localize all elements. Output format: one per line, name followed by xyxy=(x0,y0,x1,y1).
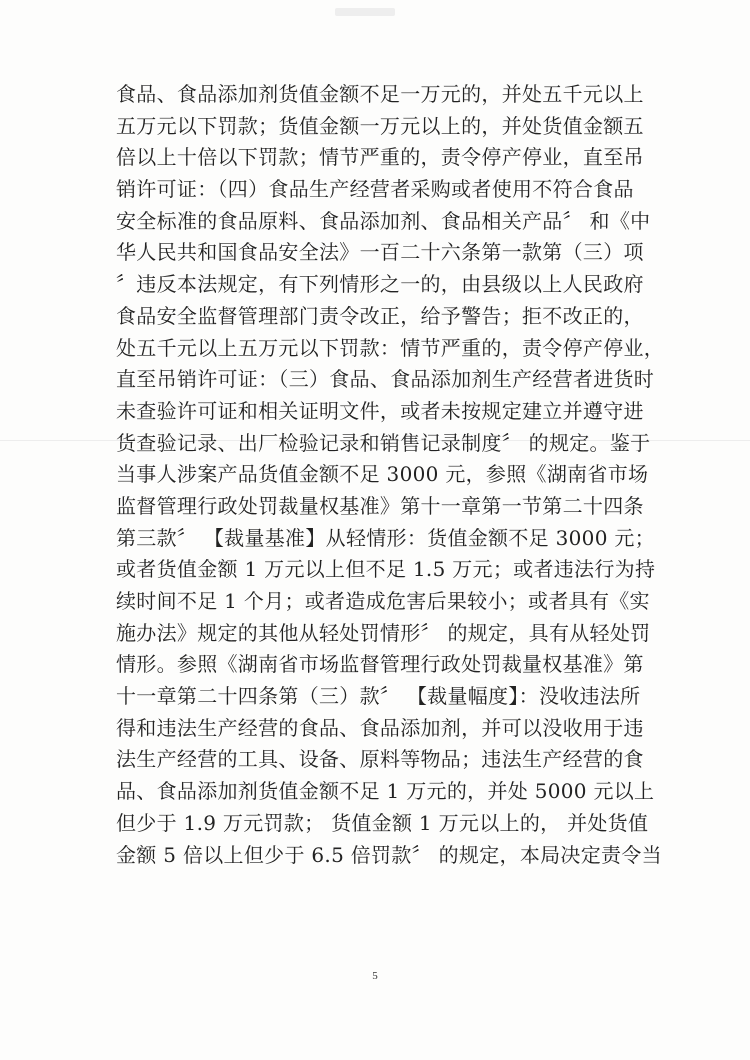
page-number: 5 xyxy=(372,970,378,982)
text-line: 法生产经营的工具、设备、原料等物品；违法生产经营的食 xyxy=(116,747,644,772)
text-line: 未查验许可证和相关证明文件，或者未按规定建立并遵守进 xyxy=(116,398,644,423)
text-line: 销许可证：（四）食品生产经营者采购或者使用不符合食品 xyxy=(116,177,634,202)
text-line: 直至吊销许可证：（三）食品、食品添加剂生产经营者进货时 xyxy=(116,367,655,392)
scan-mark xyxy=(335,8,395,16)
text-line: 得和违法生产经营的食品、食品添加剂，并可以没收用于违 xyxy=(116,715,644,740)
text-line: 五万元以下罚款；货值金额一万元以上的，并处货值金额五 xyxy=(116,113,644,138)
text-line: 施办法》规定的其他从轻处罚情形〞 的规定，具有从轻处罚 xyxy=(116,620,651,645)
text-line: 货查验记录、出厂检验记录和销售记录制度〞 的规定。鉴于 xyxy=(116,430,651,455)
text-line: 食品安全监督管理部门责令改正，给予警告；拒不改正的， xyxy=(116,303,644,328)
text-line: 品、食品添加剂货值金额不足 1 万元的，并处 5000 元以上 xyxy=(116,779,655,804)
text-line: 但少于 1.9 万元罚款； 货值金额 1 万元以上的， 并处货值 xyxy=(116,810,649,835)
text-line: 续时间不足 1 个月；或者造成危害后果较小；或者具有《实 xyxy=(116,589,650,613)
text-line: 十一章第二十四条第（三）款〞 【裁量幅度】：没收违法所 xyxy=(116,684,641,709)
text-line: 安全标准的食品原料、食品添加剂、食品相关产品〞 和《中 xyxy=(116,208,651,233)
document-body xyxy=(116,79,665,871)
text-line: 或者货值金额 1 万元以上但不足 1.5 万元；或者违法行为持 xyxy=(116,557,656,582)
text-line: 食品、食品添加剂货值金额不足一万元的，并处五千元以上 xyxy=(116,82,644,106)
text-line: 〞违反本法规定，有下列情形之一的，由县级以上人民政府 xyxy=(116,272,644,297)
text-line: 监督管理行政处罚裁量权基准》第十一章第一节第二十四条 xyxy=(116,493,644,518)
text-line: 金额 5 倍以上但少于 6.5 倍罚款〞 的规定，本局决定责令当 xyxy=(116,842,662,867)
text-line: 当事人涉案产品货值金额不足 3000 元，参照《湖南省市场 xyxy=(116,462,649,487)
text-line: 情形。参照《湖南省市场监督管理行政处罚裁量权基准》第 xyxy=(116,652,644,677)
text-line: 处五千元以上五万元以下罚款：情节严重的，责令停产停业， xyxy=(116,335,665,360)
text-line: 华人民共和国食品安全法》一百二十六条第一款第（三）项 xyxy=(116,240,644,265)
text-line: 第三款〞 【裁量基准】从轻情形：货值金额不足 3000 元； xyxy=(116,525,655,550)
text-line: 倍以上十倍以下罚款；情节严重的，责令停产停业，直至吊 xyxy=(116,145,644,170)
